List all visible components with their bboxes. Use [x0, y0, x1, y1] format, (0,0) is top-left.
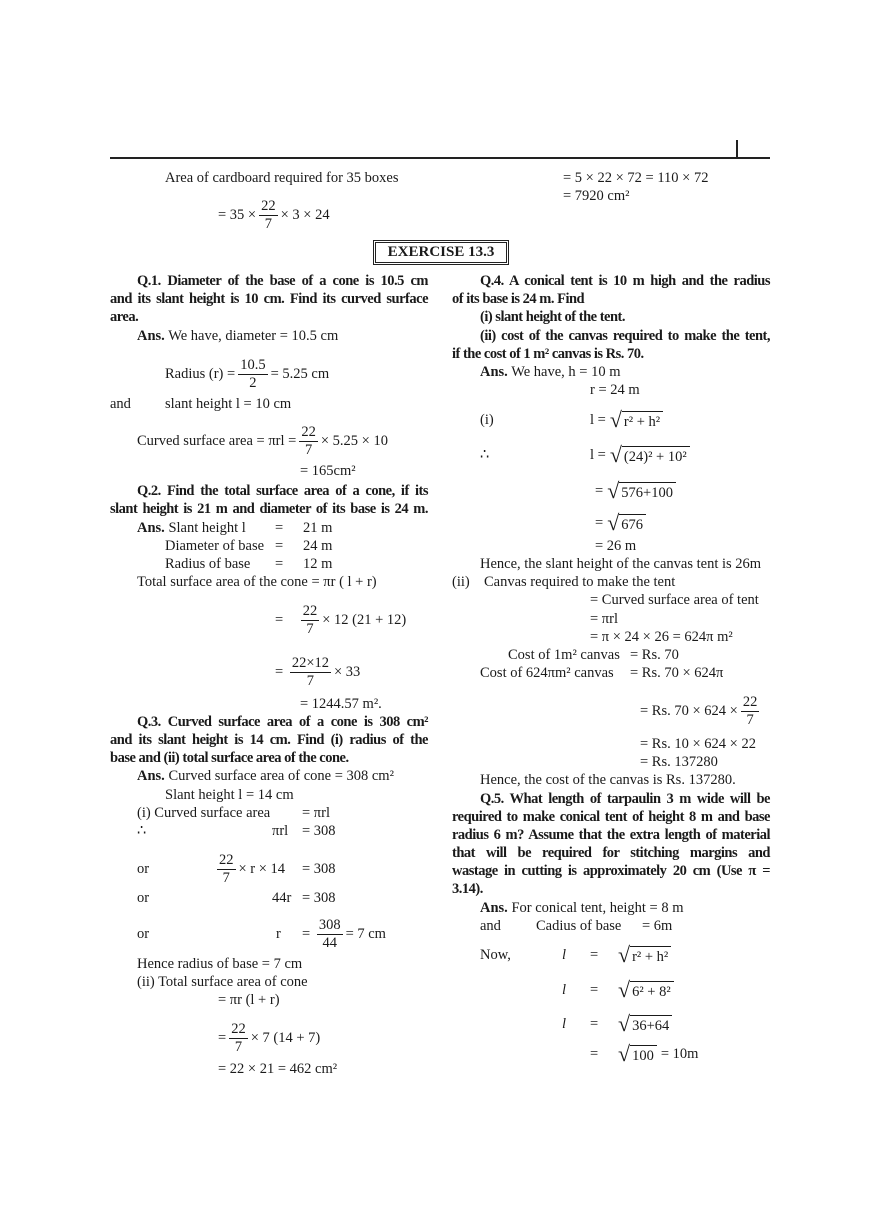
equation: Total surface area of the cone = πr ( l + r) — [137, 574, 377, 590]
equation: l = √ (24)² + 10² — [590, 442, 690, 468]
equation: 44r — [272, 890, 292, 906]
value: 12 m — [303, 556, 333, 572]
equals: = — [275, 538, 284, 554]
equation: = Rs. 10 × 624 × 22 — [640, 736, 756, 752]
equation: = Curved surface area of tent — [590, 592, 759, 608]
value: = 6m — [642, 918, 673, 934]
label: Diameter of base — [165, 538, 265, 554]
fraction: $\frac{22\times 12}{7}$ — [291, 654, 329, 689]
answer-line: Ans. We have, diameter = 10.5 cm — [137, 328, 339, 344]
equation: = 1244.57 m². — [300, 696, 382, 712]
label: Radius of base — [165, 556, 251, 572]
header-rule — [110, 157, 770, 159]
equation: = √ 576+100 — [595, 478, 676, 504]
question-4: of its base is 24 m. Find — [452, 291, 585, 307]
question-5: that will be required for stitching margins and — [452, 845, 770, 861]
equation: = 5 × 22 × 72 = 110 × 72 — [563, 170, 709, 186]
text-line: Hence, the slant height of the canvas tent is 26m — [480, 556, 762, 572]
fraction: $\frac{22}{7}$ — [231, 1020, 246, 1055]
sqrt: √ 676 — [607, 512, 646, 534]
equation: Slant height l = 14 cm — [165, 787, 294, 803]
equals: = — [275, 520, 284, 536]
question-5: wastage in cutting is approximately 20 cm (Use π = — [452, 863, 770, 879]
equation: $\frac{22}{7}$ × r × 14 — [219, 851, 286, 886]
label: Cost of 1m² canvas — [508, 647, 620, 663]
value: 21 m — [303, 520, 333, 536]
question-5: required to make conical tent of height 8 m and base — [452, 809, 770, 825]
question-2: Q.2. Find the total surface area of a cone, if its — [137, 483, 428, 499]
text-line: or — [137, 926, 150, 942]
question-4: (ii) cost of the canvas required to make the tent, — [480, 328, 770, 344]
text-line: (ii) Total surface area of cone — [137, 974, 308, 990]
equation: = 308 — [302, 890, 336, 906]
question-1: area. — [110, 309, 139, 325]
equation: = $\frac{22}{7}$ × 12 (21 + 12) — [275, 602, 407, 637]
equation: = πr (l + r) — [218, 992, 280, 1008]
text-line: Canvas required to make the tent — [484, 574, 676, 590]
equation: = 35 × $\frac{22}{7}$ × 3 × 24 — [218, 197, 330, 232]
question-4: (i) slant height of the tent. — [480, 309, 625, 325]
text-line: and — [110, 396, 131, 412]
sqrt: √ 6² + 8² — [618, 977, 674, 1003]
equation: = Rs. 137280 — [640, 754, 718, 770]
equation: r — [276, 926, 281, 942]
sqrt: √ 100 = 10m — [618, 1041, 699, 1066]
equation: = πrl — [302, 805, 330, 821]
equals: = — [275, 556, 284, 572]
sqrt: √ (24)² + 10² — [610, 444, 690, 466]
equation: Curved surface area = πrl = $\frac{22}{7}$ × 5.25 × 10 — [137, 423, 388, 458]
header-marker — [736, 140, 738, 157]
sqrt: √ 36+64 — [618, 1011, 672, 1037]
equation: = 22 × 21 = 462 cm² — [218, 1061, 338, 1077]
equation: = √ 676 — [595, 510, 646, 536]
equation: = 7920 cm² — [563, 188, 630, 204]
text-line: Hence radius of base = 7 cm — [137, 956, 303, 972]
text-line: Hence, the cost of the canvas is Rs. 137280. — [480, 772, 736, 788]
equation: = $\frac{308}{44}$ = 7 cm — [302, 916, 386, 951]
label: Cost of 624πm² canvas — [480, 665, 614, 681]
equation: = π × 24 × 26 = 624π m² — [590, 629, 733, 645]
equation: πrl — [272, 823, 289, 839]
answer-line: Ans. Curved surface area of cone = 308 cm² — [137, 768, 394, 784]
question-5: radius 6 m? Assume that the extra length of material — [452, 827, 770, 843]
equation: Radius (r) = $\frac{10.5}{2}$ = 5.25 cm — [165, 356, 330, 391]
question-5: 3.14). — [452, 881, 483, 897]
equation: = 26 m — [595, 538, 637, 554]
equation: = 165cm² — [300, 463, 356, 479]
text-line: and — [480, 918, 501, 934]
fraction: $\frac{308}{44}$ — [318, 916, 341, 951]
question-5: Q.5. What length of tarpaulin 3 m wide will be — [480, 791, 770, 807]
sqrt: √ 576+100 — [607, 480, 676, 502]
question-3: base and (ii) total surface area of the cone. — [110, 750, 349, 766]
label: (i) Curved surface area — [137, 805, 271, 821]
equation: l — [562, 1016, 567, 1032]
fraction: $\frac{22}{7}$ — [261, 197, 276, 232]
text-line: or — [137, 861, 150, 877]
question-3: and its slant height is 14 cm. Find (i) radius of the — [110, 732, 428, 748]
question-1: and its slant height is 10 cm. Find its curved surface — [110, 291, 428, 307]
therefore-symbol: ∴ — [480, 447, 490, 463]
equation: r = 24 m — [590, 382, 640, 398]
exercise-heading: EXERCISE 13.3 — [373, 240, 509, 265]
fraction: $\frac{22}{7}$ — [301, 423, 316, 458]
equation: = Rs. 70 — [630, 647, 679, 663]
equals: = — [590, 947, 599, 963]
equation: slant height l = 10 cm — [165, 396, 292, 412]
equation: l = √ r² + h² — [590, 407, 663, 433]
text-line: or — [137, 890, 150, 906]
equation: = $\frac{22\times 12}{7}$ × 33 — [275, 654, 361, 689]
label: (i) — [480, 412, 494, 428]
question-3: Q.3. Curved surface area of a cone is 308 cm² — [137, 714, 428, 730]
equals: = — [590, 982, 599, 998]
answer-line: Ans. We have, h = 10 m — [480, 364, 621, 380]
equation: = πrl — [590, 611, 618, 627]
value: 24 m — [303, 538, 333, 554]
equation: = $\frac{22}{7}$ × 7 (14 + 7) — [218, 1020, 321, 1055]
question-4: if the cost of 1 m² canvas is Rs. 70. — [452, 346, 644, 362]
equals: = — [590, 1016, 599, 1032]
equation: l — [562, 982, 567, 998]
sqrt: √ r² + h² — [618, 942, 671, 968]
fraction: $\frac{22}{7}$ — [219, 851, 234, 886]
question-4: Q.4. A conical tent is 10 m high and the radius — [480, 273, 770, 289]
equation: = 308 — [302, 861, 336, 877]
text-line: Area of cardboard required for 35 boxes — [165, 170, 399, 186]
equals: = — [590, 1046, 599, 1062]
fraction: $\frac{22}{7}$ — [742, 693, 758, 728]
equation: = Rs. 70 × 624 × $\frac{22}{7}$ — [640, 693, 758, 728]
equation: = Rs. 70 × 624π — [630, 665, 724, 681]
equation: l — [562, 947, 567, 963]
label: (ii) — [452, 574, 470, 590]
fraction: $\frac{10.5}{2}$ — [240, 356, 266, 391]
question-2: slant height is 21 m and diameter of its base is 24 m. — [110, 501, 428, 517]
equation: = 308 — [302, 823, 336, 839]
text-line: Now, — [480, 947, 511, 963]
therefore-symbol: ∴ — [137, 823, 147, 839]
answer-line: Ans. For conical tent, height = 8 m — [480, 900, 684, 916]
label: Cadius of base — [536, 918, 622, 934]
answer-line: Ans. Slant height l — [137, 520, 246, 536]
question-1: Q.1. Diameter of the base of a cone is 10.5 cm — [137, 273, 428, 289]
fraction: $\frac{22}{7}$ — [302, 602, 318, 637]
sqrt: √ r² + h² — [610, 409, 663, 431]
